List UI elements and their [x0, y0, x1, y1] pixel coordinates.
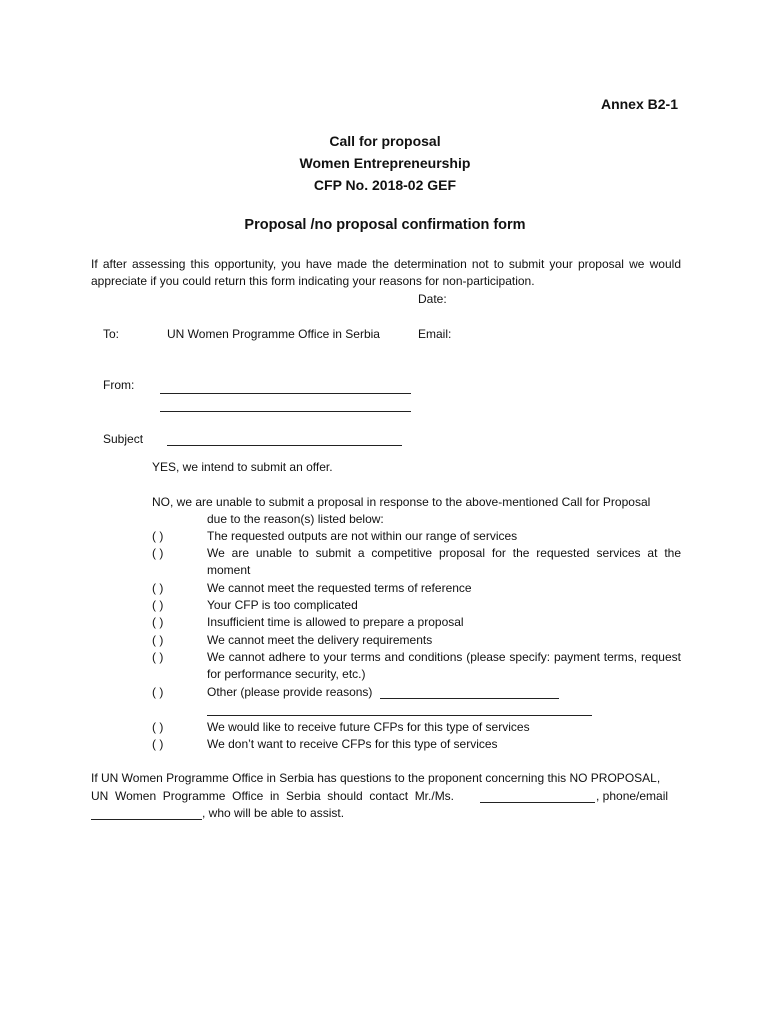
yes-option-text: YES, we intend to submit an offer. [152, 460, 333, 474]
reason-text: Your CFP is too complicated [207, 598, 358, 612]
title-line-3: CFP No. 2018-02 GEF [313, 177, 457, 193]
contact-phone-line[interactable] [91, 819, 202, 820]
closing-line-2 [91, 788, 454, 805]
reason-text-other: Other (please provide reasons) [207, 685, 373, 699]
closing-assist-text: , who will be able to assist. [202, 806, 345, 820]
closing-phone-label: , phone/email [596, 789, 669, 803]
from-line-1[interactable] [160, 393, 411, 394]
from-line-2[interactable] [160, 411, 411, 412]
reason-checkbox[interactable]: ( ) [152, 598, 164, 612]
reason-checkbox[interactable]: ( ) [152, 650, 164, 664]
reason-text: We are unable to submit a competitive proposal for the requested services at the moment [207, 546, 681, 577]
no-option-text: NO, we are unable to submit a proposal in response to the above-mentioned Call for Proposal [152, 495, 651, 509]
reason-checkbox[interactable]: ( ) [152, 737, 164, 751]
reason-checkbox[interactable]: ( ) [152, 546, 164, 560]
reason-checkbox[interactable]: ( ) [152, 720, 164, 734]
reason-text: We cannot meet the requested terms of reference [207, 581, 472, 595]
form-title: Proposal /no proposal confirmation form [244, 217, 526, 233]
contact-name-line[interactable] [480, 802, 595, 803]
intro-paragraph: If after assessing this opportunity, you have made the determination not to submit your proposal we would appreciate if you could return this form indicating your reasons for non-participation. [91, 257, 681, 288]
reason-text: We don’t want to receive CFPs for this type of services [207, 737, 498, 751]
title-block [0, 130, 770, 196]
reason-text: Insufficient time is allowed to prepare a proposal [207, 615, 464, 629]
date-label: Date: [418, 292, 447, 306]
reason-text: We would like to receive future CFPs for this type of services [207, 720, 530, 734]
reason-text: The requested outputs are not within our range of services [207, 529, 518, 543]
closing-text-contact: UN Women Programme Office in Serbia should contact Mr./Ms. [91, 789, 455, 803]
title-line-2: Women Entrepreneurship [299, 155, 471, 171]
reason-text: We cannot adhere to your terms and conditions (please specify: payment terms, request for performance security, etc.) [207, 650, 681, 681]
other-reason-line-1[interactable] [380, 698, 559, 699]
title-line-1: Call for proposal [329, 133, 441, 149]
subject-label: Subject [103, 432, 144, 446]
no-option-text-cont: due to the reason(s) listed below: [207, 512, 384, 526]
other-reason-line-2[interactable] [207, 715, 592, 716]
to-label: To: [103, 327, 120, 341]
reason-checkbox[interactable]: ( ) [152, 581, 164, 595]
reason-text: We cannot meet the delivery requirements [207, 633, 433, 647]
from-label: From: [103, 378, 135, 392]
annex-label: Annex B2-1 [600, 96, 678, 112]
reason-checkbox[interactable]: ( ) [152, 615, 164, 629]
email-label: Email: [418, 327, 452, 341]
reason-checkbox[interactable]: ( ) [152, 685, 164, 699]
subject-line[interactable] [167, 445, 402, 446]
closing-line-1: If UN Women Programme Office in Serbia has questions to the proponent concerning this NO PROPOSAL, [91, 771, 661, 785]
to-value: UN Women Programme Office in Serbia [167, 327, 380, 341]
reason-checkbox[interactable]: ( ) [152, 633, 164, 647]
reason-checkbox[interactable]: ( ) [152, 529, 164, 543]
